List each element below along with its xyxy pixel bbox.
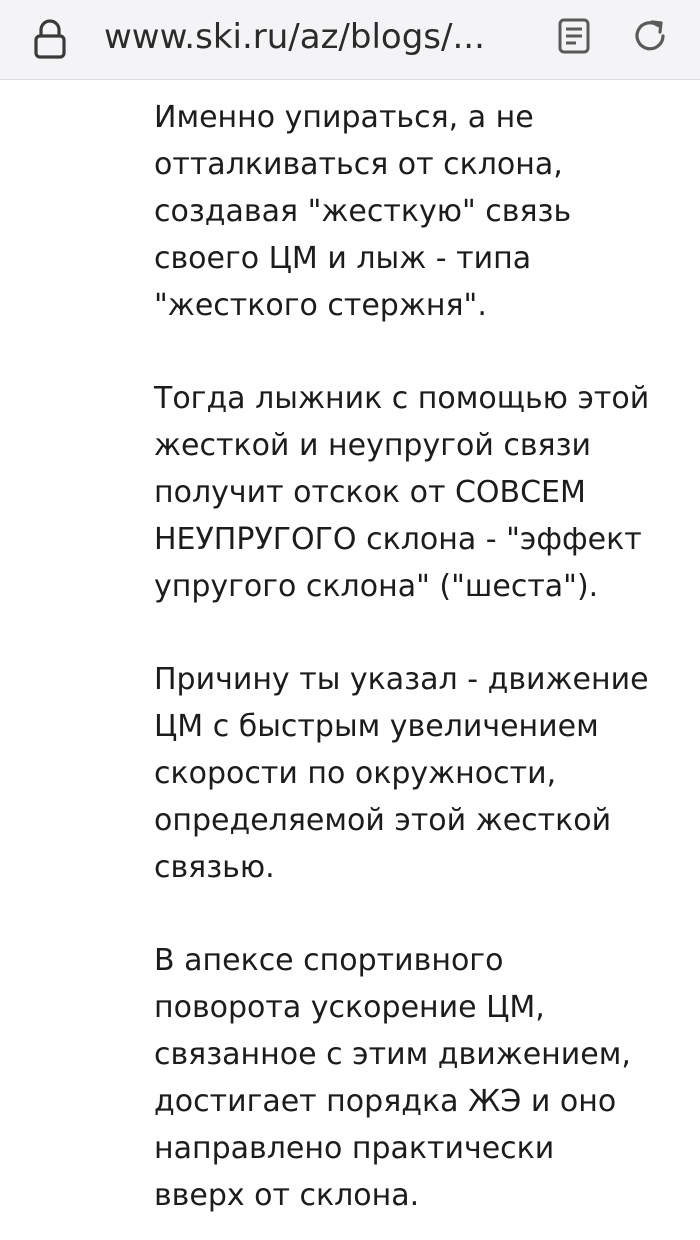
article-paragraph: Причину ты указал - движение ЦМ с быстрым увеличением скорости по окружности, определяемой этой жесткой связью.	[154, 662, 649, 885]
browser-address-bar	[0, 0, 700, 80]
article-paragraph: В апексе спортивного поворота ускорение ЦМ, связанное с этим движением, достигает порядка ЖЭ и оно направлено практически вверх от склона.	[154, 943, 631, 1213]
article-paragraph: Именно упираться, а не отталкиваться от склона, создавая "жесткую" связь своего ЦМ и лыж - типа "жесткого стержня".	[154, 100, 572, 323]
article-paragraph: Тогда лыжник с помощью этой жесткой и неупругой связи получит отскок от СОВСЕМ НЕУПРУГОГО склона - "эффект упругого склона" ("шеста").	[154, 381, 650, 604]
article-body	[154, 94, 674, 1240]
reader-mode-icon[interactable]	[554, 16, 594, 56]
url-field[interactable]: www.ski.ru/az/blogs/...	[104, 17, 485, 57]
reload-icon[interactable]	[628, 14, 672, 58]
lock-icon	[30, 18, 70, 60]
